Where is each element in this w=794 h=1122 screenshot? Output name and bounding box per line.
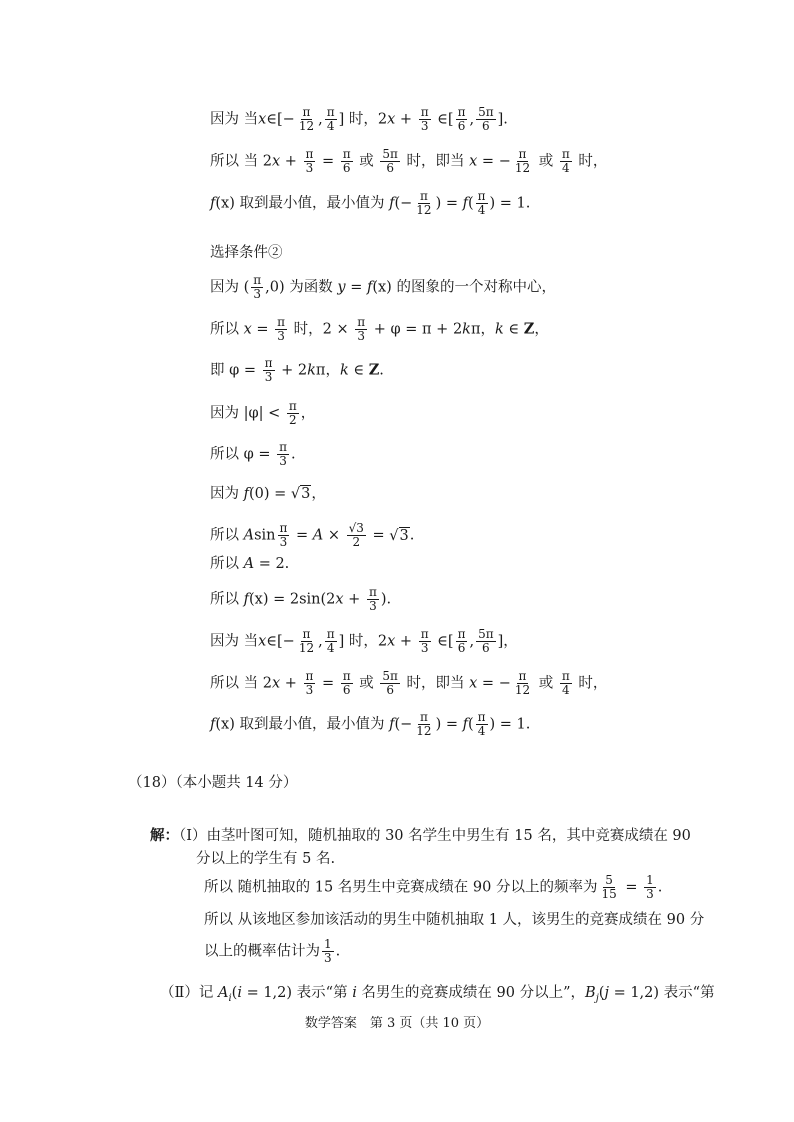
line-21: 所以 从该地区参加该活动的男生中随机抽取 1 人，该男生的竞赛成绩在 90 分 [204,912,705,928]
line-1: 因为 当x∈[− $\frac{\pi}{12}$ , $\frac{\pi}{4}$ ] 时，2x + $\frac{\pi}{3}$ ∈[ $\frac{\pi}{6}$ , $\frac{5\pi}{6}$ ]. [210,105,508,133]
line-20: 所以 随机抽取的 15 名男生中竞赛成绩在 90 分以上的频率为 $\frac{5}{15}$ = $\frac{1}{3}$ . [204,873,663,901]
line-15: 所以 当 2x + $\frac{\pi}{3}$ = $\frac{\pi}{6}$ 或 $\frac{5\pi}{6}$ 时，即当 x = − $\frac{\pi}{12}$ 或 $\frac{\pi}{4}$ 时， [210,669,608,697]
line-11: 所以 Asin $\frac{\pi}{3}$ = A × $\frac{√3}{2}$ = √3. [210,521,415,549]
line-14: 因为 当x∈[− $\frac{\pi}{12}$ , $\frac{\pi}{4}$ ] 时，2x + $\frac{\pi}{3}$ ∈[ $\frac{\pi}{6}$ , $\frac{5\pi}{6}$ ]， [210,627,518,655]
page-footer: 数学答案 第 3 页（共 10 页） [304,1016,490,1031]
line-13: 所以 f(x) = 2sin(2x + $\frac{\pi}{3}$ ). [210,585,392,613]
line-12: 所以 A = 2. [210,556,290,572]
line-6: 所以 x = $\frac{\pi}{3}$ 时，2 × $\frac{\pi}{3}$ + φ = π + 2kπ，k ∈ Z， [210,315,549,343]
line-16: f(x) 取到最小值，最小值为 f(− $\frac{\pi}{12}$ ) = f( $\frac{\pi}{4}$ ) = 1. [210,710,531,738]
line-9: 所以 φ = $\frac{\pi}{3}$ . [210,440,296,468]
line-5: 因为 ( $\frac{\pi}{3}$ ,0) 为函数 y = f(x) 的图象的一个对称中心， [210,273,556,301]
line-18: 解：（Ⅰ）由茎叶图可知，随机抽取的 30 名学生中男生有 15 名，其中竞赛成绩在 90 [150,827,691,844]
line-23: （Ⅱ）记 $A_i(i = 1,2)$ 表示“第 i 名男生的竞赛成绩在 90 分以上”，$B_j(j = 1,2)$ 表示“第 [160,985,715,1004]
section-heading-18: （18）（本小题共 14 分） [128,775,298,791]
line-3: f(x) 取到最小值，最小值为 f(− $\frac{\pi}{12}$ ) = f( $\frac{\pi}{4}$ ) = 1. [210,189,531,217]
line-8: 因为 |φ| < $\frac{\pi}{2}$ ， [210,399,316,427]
line-19: 分以上的学生有 5 名. [196,851,336,867]
line-2: 所以 当 2x + $\frac{\pi}{3}$ = $\frac{\pi}{6}$ 或 $\frac{5\pi}{6}$ 时，即当 x = − $\frac{\pi}{12}$ 或 $\frac{\pi}{4}$ 时， [210,147,608,175]
line-7: 即 φ = $\frac{\pi}{3}$ + 2kπ，k ∈ Z. [210,356,384,384]
line-4: 选择条件② [210,245,283,261]
line-10: 因为 f(0) = √3， [210,486,326,502]
line-22: 以上的概率估计为 $\frac{1}{3}$ . [204,937,341,965]
